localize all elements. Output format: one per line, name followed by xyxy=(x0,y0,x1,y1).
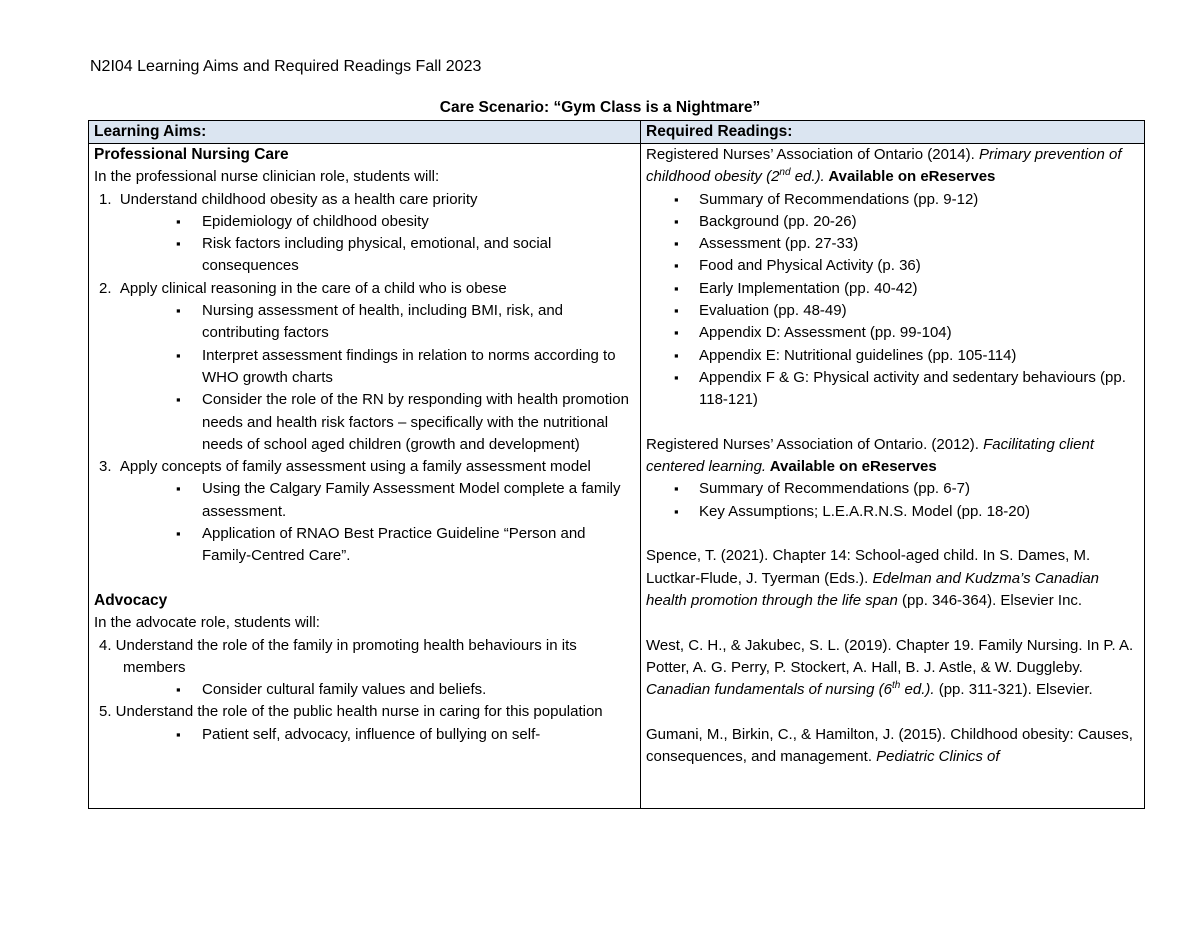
aim-subitem: ▪ Patient self, advocacy, influence of bullying on self- xyxy=(94,724,635,746)
aim-subitem: ▪ Nursing assessment of health, including BMI, risk, and contributing factors xyxy=(94,300,635,345)
ref-title: Primary prevention of childhood obesity (2 xyxy=(646,146,1122,186)
reference-rnao-2012 xyxy=(646,434,1139,479)
ref-title: ed.). xyxy=(900,681,935,699)
table-body-row xyxy=(89,144,1145,809)
aim-subitem: ▪ Interpret assessment findings in relation to norms according to WHO growth charts xyxy=(94,345,635,390)
ref-title: Canadian fundamentals of nursing (6 xyxy=(646,681,892,699)
section-title-advocacy: Advocacy xyxy=(94,591,168,609)
reference-west-2019 xyxy=(646,635,1139,702)
ref-text: (pp. 346-364). Elsevier Inc. xyxy=(897,591,1083,609)
scenario-title: Care Scenario: “Gym Class is a Nightmare” xyxy=(439,99,761,116)
reading-subitem: ▪ Summary of Recommendations (pp. 6-7) xyxy=(646,478,1139,500)
reading-subitem: ▪ Early Implementation (pp. 40-42) xyxy=(646,278,1139,300)
ref-title-sup: th xyxy=(892,680,901,692)
reference-spence-2021 xyxy=(646,545,1139,612)
aim-item-2: 2. Apply clinical reasoning in the care of a child who is obese xyxy=(99,279,507,297)
required-readings-cell xyxy=(641,144,1145,809)
reading-subitem: ▪ Appendix F & G: Physical activity and sedentary behaviours (pp. 118-121) xyxy=(646,367,1139,412)
table-header-row xyxy=(89,121,1145,144)
reading-subitem: ▪ Appendix D: Assessment (pp. 99-104) xyxy=(646,322,1139,344)
aim-item-5: 5. Understand the role of the public health nurse in caring for this population xyxy=(99,703,603,721)
spacer xyxy=(646,701,1139,723)
aim-subitem: ▪ Consider the role of the RN by responding with health promotion needs and health risk factors – specifically with the nutritional needs of school aged children (growth and development) xyxy=(94,389,635,456)
aim-item-1: 1. Understand childhood obesity as a health care priority xyxy=(99,190,478,208)
ref-title-sup: nd xyxy=(779,167,791,179)
reading-subitem: ▪ Appendix E: Nutritional guidelines (pp. 105-114) xyxy=(646,345,1139,367)
ereserves-note: Available on eReserves xyxy=(766,458,937,476)
reading-subitem: ▪ Background (pp. 20-26) xyxy=(646,211,1139,233)
aims-readings-table xyxy=(88,120,1145,809)
learning-aims-cell xyxy=(89,144,641,809)
spacer xyxy=(646,523,1139,545)
aim-subitem: ▪ Consider cultural family values and beliefs. xyxy=(94,679,635,701)
ref-text: Spence, T. (2021). Chapter 14: School-aged child. In S. Dames, M. Luctkar-Flude, J. Tyerman (Eds.). xyxy=(646,547,1091,587)
aim-subitem: ▪ Using the Calgary Family Assessment Model complete a family assessment. xyxy=(94,478,635,523)
ref-text: Registered Nurses’ Association of Ontario (2014). xyxy=(646,146,979,163)
document-heading: N2I04 Learning Aims and Required Readings Fall 2023 xyxy=(90,58,482,75)
ref-text: West, C. H., & Jakubec, S. L. (2019). Chapter 19. Family Nursing. In P. A. Potter, A. G. Perry, P. Stockert, A. Hall, B. J. Astle, & W. Duggleby. xyxy=(646,636,1134,676)
aim-subitem: ▪ Risk factors including physical, emotional, and social consequences xyxy=(94,233,635,278)
ref-title: Pediatric Clinics of xyxy=(876,748,1000,766)
learning-aims-header: Learning Aims: xyxy=(89,121,641,144)
ereserves-note: Available on eReserves xyxy=(824,168,996,186)
section-intro: In the advocate role, students will: xyxy=(94,614,320,632)
spacer xyxy=(646,412,1139,434)
section-title-professional-nursing-care: Professional Nursing Care xyxy=(94,146,289,163)
aim-item-3: 3. Apply concepts of family assessment using a family assessment model xyxy=(99,458,591,476)
reading-subitem: ▪ Food and Physical Activity (p. 36) xyxy=(646,255,1139,277)
aim-subitem: ▪ Application of RNAO Best Practice Guideline “Person and Family-Centred Care”. xyxy=(94,523,635,568)
reading-subitem: ▪ Evaluation (pp. 48-49) xyxy=(646,300,1139,322)
ref-text: Registered Nurses’ Association of Ontario. (2012). xyxy=(646,435,984,453)
spacer xyxy=(646,612,1139,634)
required-readings-header: Required Readings: xyxy=(641,121,1145,144)
ref-title: Edelman and Kudzma’s Canadian health promotion through the life span xyxy=(646,569,1100,609)
section-intro: In the professional nurse clinician role, students will: xyxy=(94,168,440,186)
ref-title: ed.). xyxy=(790,168,825,186)
reference-gumani-2015 xyxy=(646,724,1139,769)
aim-subitem: ▪ Epidemiology of childhood obesity xyxy=(94,211,635,233)
ref-text: Gumani, M., Birkin, C., & Hamilton, J. (2015). Childhood obesity: Causes, consequences, and management. xyxy=(646,725,1133,766)
reading-subitem: ▪ Key Assumptions; L.E.A.R.N.S. Model (pp. 18-20) xyxy=(646,501,1139,523)
reading-subitem: ▪ Summary of Recommendations (pp. 9-12) xyxy=(646,189,1139,211)
reference-rnao-2014 xyxy=(646,144,1139,189)
aim-item-4: 4. Understand the role of the family in promoting health behaviours in its members xyxy=(99,636,577,676)
reading-subitem: ▪ Assessment (pp. 27-33) xyxy=(646,233,1139,255)
ref-text: (pp. 311-321). Elsevier. xyxy=(934,681,1093,699)
spacer xyxy=(94,568,635,590)
ref-title: Facilitating client centered learning. xyxy=(646,435,1094,476)
